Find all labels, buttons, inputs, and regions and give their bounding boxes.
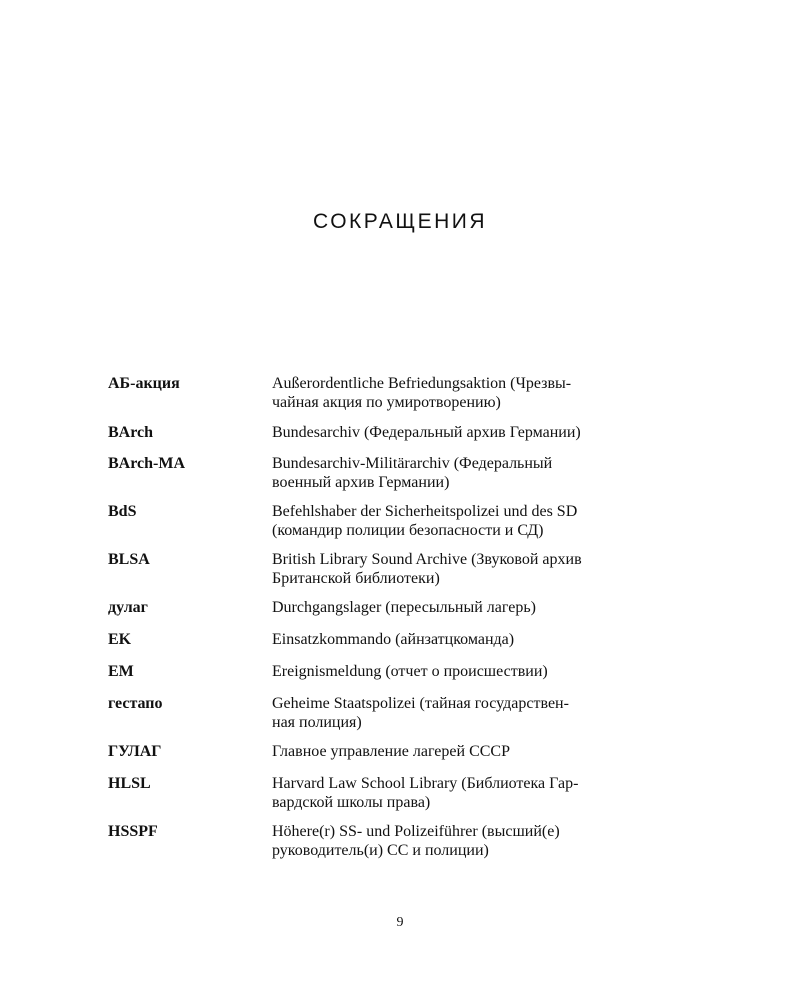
abbreviation-description: Главное управление лагерей СССР xyxy=(272,743,510,760)
abbreviation-description: Höhere(r) SS- und Polizeiführer (высший(е) руководитель(и) СС и полиции) xyxy=(272,823,560,859)
abbreviation-row xyxy=(108,502,708,550)
abbreviation-description: Harvard Law School Library (Библиотека Гар- вардской школы права) xyxy=(272,775,579,811)
abbreviation-term: BLSA xyxy=(108,551,150,568)
page-number: 9 xyxy=(396,915,404,930)
abbreviation-term: BArch-MA xyxy=(108,455,186,472)
abbreviation-term: EM xyxy=(108,663,134,680)
abbreviation-term: HLSL xyxy=(108,775,151,792)
abbreviation-description: Ereignismeldung (отчет о происшествии) xyxy=(272,663,548,680)
abbreviation-row xyxy=(108,598,708,630)
abbreviation-term: АБ-акция xyxy=(108,375,180,392)
abbreviation-row xyxy=(108,774,708,822)
abbreviation-description: Bundesarchiv (Федеральный архив Германии) xyxy=(272,424,581,441)
abbreviation-description: Durchgangslager (пересыльный лагерь) xyxy=(272,599,536,616)
abbreviation-description: Einsatzkommando (айнзатцкоманда) xyxy=(272,631,515,648)
page-title: СОКРАЩЕНИЯ xyxy=(313,210,487,233)
abbreviation-row xyxy=(108,550,708,598)
abbreviation-term: ГУЛАГ xyxy=(108,743,162,760)
abbreviation-row xyxy=(108,454,708,502)
abbreviation-description: Außerordentliche Befriedungsaktion (Чрезвы- чайная акция по умиротворению) xyxy=(272,375,572,411)
abbreviation-term: дулаг xyxy=(108,599,148,616)
abbreviation-description: Geheime Staatspolizei (тайная государствен- ная полиция) xyxy=(272,695,569,731)
abbreviation-description: Befehlshaber der Sicherheitspolizei und des SD (командир полиции безопасности и СД) xyxy=(272,503,578,539)
abbreviation-row xyxy=(108,742,708,774)
abbreviation-list xyxy=(108,374,708,870)
abbreviation-term: BdS xyxy=(108,503,137,520)
abbreviation-term: BArch xyxy=(108,424,154,441)
abbreviation-row xyxy=(108,374,708,423)
abbreviation-term: EK xyxy=(108,631,132,648)
abbreviation-row xyxy=(108,630,708,662)
abbreviation-row xyxy=(108,694,708,742)
abbreviation-row xyxy=(108,822,708,870)
abbreviation-term: гестапо xyxy=(108,695,163,712)
abbreviation-row xyxy=(108,423,708,454)
abbreviation-row xyxy=(108,662,708,694)
abbreviation-description: Bundesarchiv-Militärarchiv (Федеральный военный архив Германии) xyxy=(272,455,553,491)
abbreviation-description: British Library Sound Archive (Звуковой архив Британской библиотеки) xyxy=(272,551,582,587)
abbreviation-term: HSSPF xyxy=(108,823,158,840)
